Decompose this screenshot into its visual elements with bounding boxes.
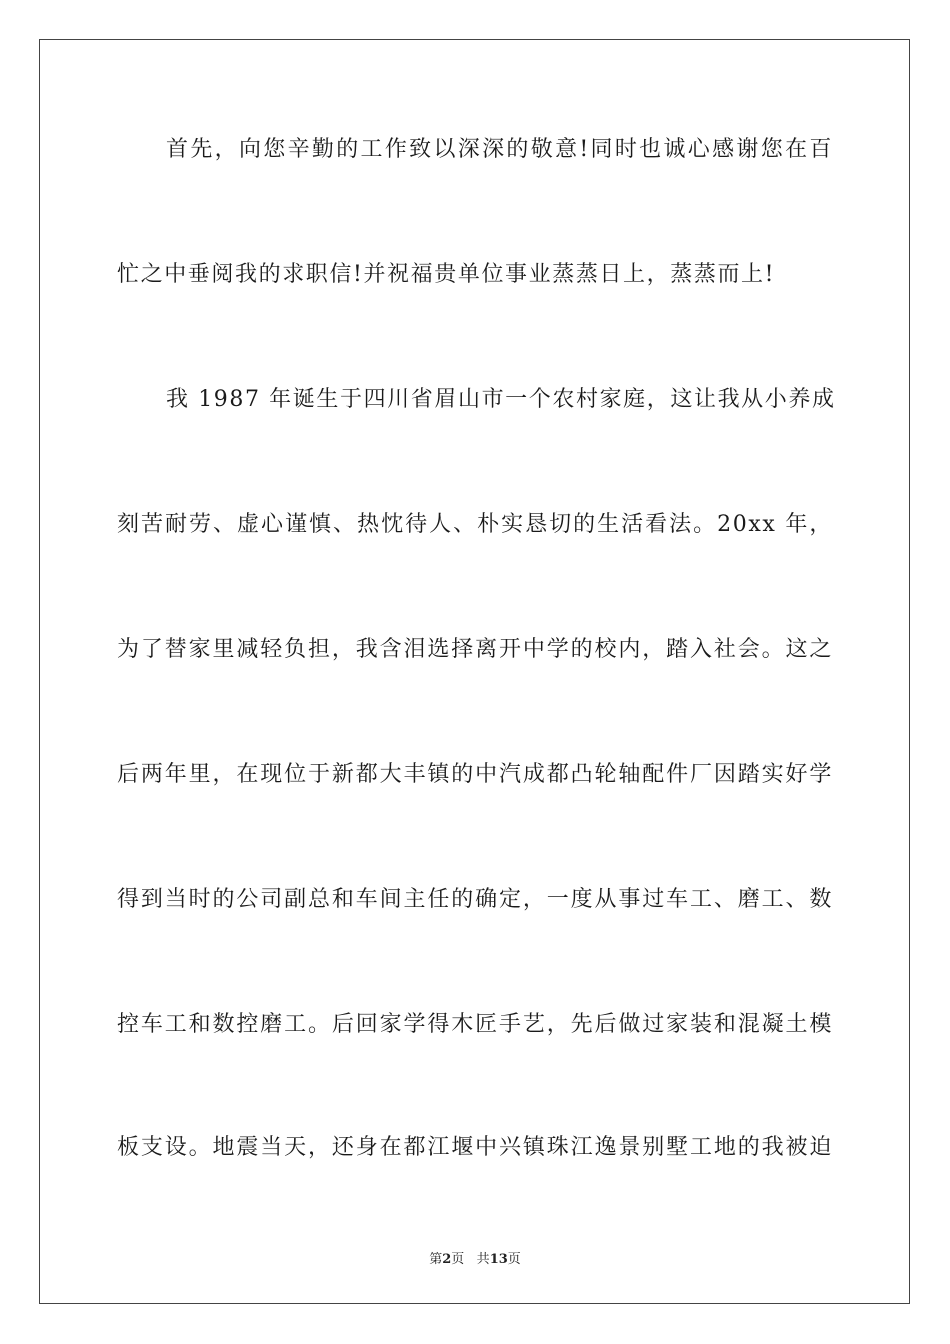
page-footer — [0, 1248, 950, 1267]
paragraph-2-line-4: 后两年里，在现位于新都大丰镇的中汽成都凸轮轴配件厂因踏实好学 — [117, 762, 833, 787]
paragraph-2-line-2: 刻苦耐劳、虚心谨慎、热忱待人、朴实恳切的生活看法。20xx 年， — [117, 512, 833, 537]
total-label-prefix: 共 — [476, 1252, 490, 1267]
paragraph-1-line-2: 忙之中垂阅我的求职信!并祝福贵单位事业蒸蒸日上，蒸蒸而上! — [117, 262, 776, 287]
page-label-suffix: 页 — [451, 1252, 465, 1267]
paragraph-2-line-7: 板支设。地震当天，还身在都江堰中兴镇珠江逸景别墅工地的我被迫 — [117, 1135, 833, 1160]
paragraph-2-line-6: 控车工和数控磨工。后回家学得木匠手艺，先后做过家装和混凝土模 — [117, 1012, 833, 1037]
total-label-suffix: 页 — [507, 1252, 521, 1267]
paragraph-2-line-1: 我 1987 年诞生于四川省眉山市一个农村家庭，这让我从小养成 — [166, 387, 836, 412]
paragraph-2-line-5: 得到当时的公司副总和车间主任的确定，一度从事过车工、磨工、数 — [117, 887, 833, 912]
total-pages: 13 — [489, 1252, 508, 1267]
page-number: 2 — [442, 1252, 452, 1267]
page-frame — [39, 39, 910, 1304]
paragraph-2-line-3: 为了替家里减轻负担，我含泪选择离开中学的校内，踏入社会。这之 — [117, 637, 833, 662]
paragraph-1-line-1: 首先，向您辛勤的工作致以深深的敬意!同时也诚心感谢您在百 — [166, 137, 833, 162]
page-label-prefix: 第 — [429, 1252, 443, 1267]
